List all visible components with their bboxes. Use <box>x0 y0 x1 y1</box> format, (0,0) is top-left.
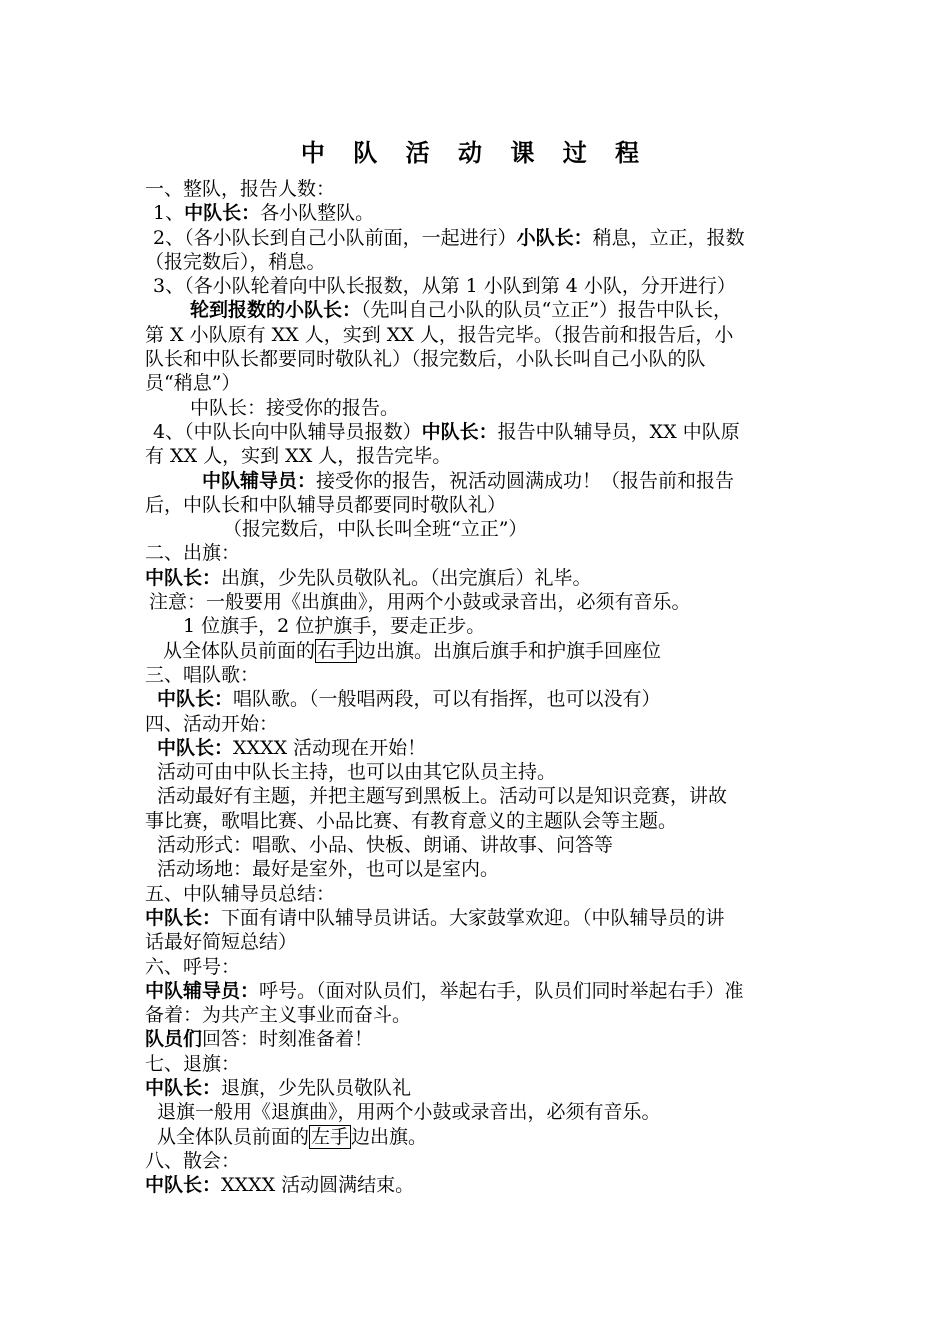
speaker-label: 小队长： <box>516 226 593 249</box>
paragraph-line: 活动形式：唱歌、小品、快板、朗诵、讲故事、问答等 <box>157 834 614 857</box>
paragraph-line: 中队辅导员：呼号。（面对队员们，举起右手，队员们同时举起右手）准 <box>145 979 744 1002</box>
paragraph-line: 从全体队员前面的 右手 边出旗。出旗后旗手和护旗手回座位 <box>163 639 662 662</box>
paragraph-line: 注意：一般要用《出旗曲》，用两个小鼓或录音出，必须有音乐。 <box>149 591 691 614</box>
step-2: 2、（各小队长到自己小队前面，一起进行）小队长：稍息，立正，报数 <box>153 226 745 249</box>
document-body <box>145 177 815 1197</box>
paragraph-line: 中队长：接受你的报告。 <box>190 396 400 419</box>
speaker-label: 中队辅导员： <box>202 469 317 492</box>
speaker-label: 中队辅导员： <box>145 979 260 1002</box>
document-title: 中 队 活 动 课 过 程 <box>300 139 650 167</box>
paragraph-line: 中队长：唱队歌。（一般唱两段，可以有指挥，也可以没有） <box>157 688 661 711</box>
paragraph-line: 话最好简短总结） <box>145 931 298 954</box>
speaker-label: 中队长： <box>145 1076 222 1099</box>
speaker-label: 中队长： <box>157 688 234 711</box>
speaker-label: 轮到报数的小队长： <box>190 299 362 322</box>
section-heading-7: 七、退旗： <box>145 1052 241 1075</box>
paragraph-line: 活动场地：最好是室外，也可以是室内。 <box>157 858 500 881</box>
speaker-label: 中队长： <box>157 736 234 759</box>
speaker-label: 中队长： <box>421 420 498 443</box>
speaker-label: 中队长： <box>145 566 222 589</box>
step-3: 3、（各小队轮着向中队长报数，从第 1 小队到第 4 小队，分开进行） <box>153 275 736 298</box>
paragraph-line: 中队长：出旗，少先队员敬队礼。（出完旗后）礼毕。 <box>145 566 592 589</box>
paragraph-line: 员“稍息”） <box>145 372 241 395</box>
section-heading-6: 六、呼号： <box>145 955 241 978</box>
boxed-word: 右手 <box>317 639 356 662</box>
paragraph-line: 第 X 小队原有 XX 人，实到 XX 人，报告完毕。（报告前和报告后，小 <box>145 323 734 346</box>
paragraph-line: 活动最好有主题，并把主题写到黑板上。活动可以是知识竞赛，讲故 <box>157 785 728 808</box>
speaker-label: 中队长： <box>184 202 261 225</box>
step-2-cont: （报完数后），稍息。 <box>145 250 326 273</box>
paragraph-line: 退旗一般用《退旗曲》，用两个小鼓或录音出，必须有音乐。 <box>157 1101 661 1124</box>
paragraph-line: 有 XX 人，实到 XX 人，报告完毕。 <box>145 445 452 468</box>
paragraph-line: 后，中队长和中队辅导员都要同时敬队礼） <box>145 493 507 516</box>
section-heading-2: 二、出旗： <box>145 542 241 565</box>
section-heading-4: 四、活动开始： <box>145 712 279 735</box>
section-heading-5: 五、中队辅导员总结： <box>145 882 336 905</box>
paragraph-line: （报完数后，中队长叫全班“立正”） <box>223 518 528 541</box>
paragraph-line: 备着：为共产主义事业而奋斗。 <box>145 1004 412 1027</box>
section-heading-3: 三、唱队歌： <box>145 663 260 686</box>
paragraph-line: 从全体队员前面的 左手 边出旗。 <box>157 1125 428 1148</box>
speaker-label: 队员们 <box>145 1028 203 1051</box>
paragraph-line: 队长和中队长都要同时敬队礼）（报完数后，小队长叫自己小队的队 <box>145 348 706 371</box>
paragraph-line: 队员们回答：时刻准备着！ <box>145 1028 374 1051</box>
speaker-label: 中队长： <box>145 906 222 929</box>
boxed-word: 左手 <box>311 1125 350 1148</box>
paragraph-line: 事比赛，歌唱比赛、小品比赛、有教育意义的主题队会等主题。 <box>145 809 678 832</box>
paragraph-line: 中队长：下面有请中队辅导员讲话。大家鼓掌欢迎。（中队辅导员的讲 <box>145 906 725 929</box>
section-heading-1: 一、整队，报告人数： <box>145 178 336 200</box>
step-3-report: 轮到报数的小队长：（先叫自己小队的队员“立正”）报告中队长， <box>190 299 732 322</box>
paragraph-line: 中队长：XXXX 活动圆满结束。 <box>145 1174 415 1197</box>
step-1: 1、中队长：各小队整队。 <box>153 202 375 225</box>
paragraph-line: 中队长：XXXX 活动现在开始！ <box>157 736 427 759</box>
speaker-label: 中队长： <box>145 1174 222 1197</box>
paragraph-line: 中队长：退旗，少先队员敬队礼 <box>145 1076 412 1099</box>
paragraph-line: 活动可由中队长主持，也可以由其它队员主持。 <box>157 761 557 784</box>
section-heading-8: 八、散会： <box>145 1149 241 1172</box>
paragraph-line: 1 位旗手，2 位护旗手，要走正步。 <box>183 615 486 638</box>
step-4-response: 中队辅导员：接受你的报告，祝活动圆满成功！（报告前和报告 <box>202 469 735 492</box>
step-4: 4、（中队长向中队辅导员报数）中队长：报告中队辅导员，XX 中队原 <box>153 420 740 443</box>
